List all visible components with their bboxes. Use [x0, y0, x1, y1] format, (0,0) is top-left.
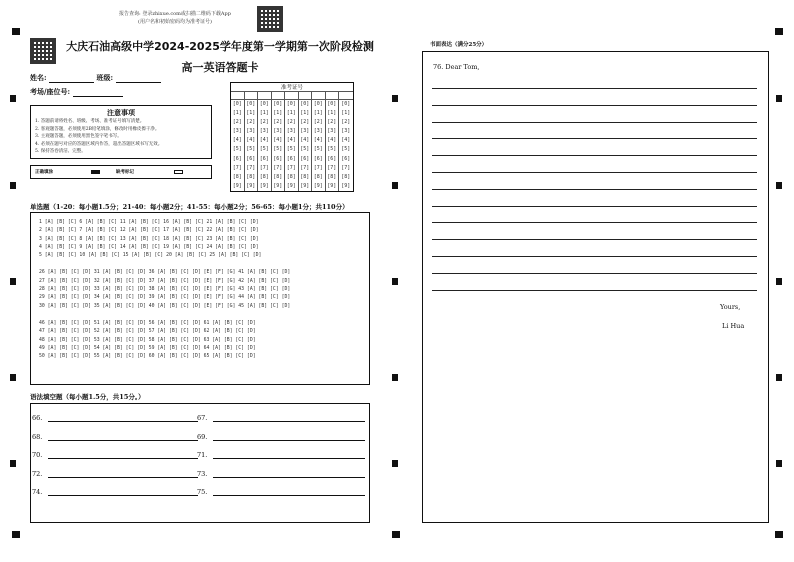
ticket-digit-write-box[interactable]: [245, 92, 258, 100]
registration-mark: [392, 531, 400, 538]
ticket-digit-bubble[interactable]: [1]: [246, 110, 256, 117]
ticket-digit-bubble[interactable]: [8]: [313, 173, 323, 180]
registration-mark: [10, 460, 16, 467]
mc-answer-row[interactable]: 4 [A] [B] [C] 9 [A] [B] [C] 14 [A] [B] [C] 19 [A] [B] [C] 24 [A] [B] [C] [D]: [39, 244, 259, 250]
registration-mark: [10, 95, 16, 102]
fill-answer-line[interactable]: [213, 488, 365, 496]
ticket-digit-bubble[interactable]: [2]: [327, 119, 337, 126]
fill-section-title: 语法填空题（每小题1.5分，共15分。）: [30, 393, 145, 401]
ticket-digit-bubble[interactable]: [7]: [341, 164, 351, 171]
ticket-digit-bubble[interactable]: [1]: [341, 110, 351, 117]
ticket-digit-bubble[interactable]: [1]: [313, 110, 323, 117]
fill-question-number: 74.: [32, 488, 43, 496]
essay-writing-line[interactable]: [432, 290, 757, 291]
legend-box: [30, 165, 212, 179]
registration-mark: [776, 95, 782, 102]
ticket-digit-bubble[interactable]: [4]: [273, 137, 283, 144]
ticket-digit-bubble[interactable]: [6]: [327, 155, 337, 162]
ticket-digit-bubble[interactable]: [8]: [327, 173, 337, 180]
mc-answer-row[interactable]: 2 [A] [B] [C] 7 [A] [B] [C] 12 [A] [B] [C] 17 [A] [B] [C] 22 [A] [B] [C] [D]: [39, 228, 259, 234]
ticket-digit-bubble[interactable]: [5]: [341, 146, 351, 153]
ticket-digit-bubble[interactable]: [2]: [341, 119, 351, 126]
registration-mark: [10, 374, 16, 381]
ticket-digit-bubble[interactable]: [4]: [313, 137, 323, 144]
ticket-digit-bubble[interactable]: [7]: [232, 164, 242, 171]
seat-label: 考场/座位号:: [30, 87, 71, 96]
ticket-digit-bubble[interactable]: [5]: [259, 146, 269, 153]
ticket-digit-bubble[interactable]: [3]: [313, 128, 323, 135]
ticket-digit-bubble[interactable]: [6]: [300, 155, 310, 162]
ticket-digit-bubble[interactable]: [9]: [286, 182, 296, 189]
name-class-row: [30, 73, 161, 83]
essay-writing-line[interactable]: [432, 155, 757, 156]
ticket-column: [339, 92, 353, 191]
ticket-digit-write-box[interactable]: [312, 92, 325, 100]
fill-answer-row: [197, 451, 365, 459]
ticket-digit-bubble[interactable]: [5]: [232, 146, 242, 153]
ticket-digit-bubble[interactable]: [3]: [300, 128, 310, 135]
ticket-digit-write-box[interactable]: [339, 92, 353, 100]
ticket-digit-bubble[interactable]: [3]: [341, 128, 351, 135]
essay-writing-line[interactable]: [432, 122, 757, 123]
ticket-column: [299, 92, 313, 191]
mc-answer-row[interactable]: 49 [A] [B] [C] [D] 54 [A] [B] [C] [D] 59 [A] [B] [C] [D] 64 [A] [B] [C] [D]: [39, 345, 256, 351]
ticket-digit-bubble[interactable]: [6]: [232, 155, 242, 162]
ticket-digit-bubble[interactable]: [5]: [246, 146, 256, 153]
ticket-digit-bubble[interactable]: [7]: [273, 164, 283, 171]
ticket-digit-bubble[interactable]: [6]: [313, 155, 323, 162]
ticket-digit-bubble[interactable]: [5]: [300, 146, 310, 153]
essay-writing-line[interactable]: [432, 138, 757, 139]
correct-fill-sample: [91, 170, 100, 174]
fill-answer-line[interactable]: [48, 488, 198, 496]
corner-mark: [775, 28, 783, 35]
ticket-digit-bubble[interactable]: [2]: [313, 119, 323, 126]
ticket-digit-bubble[interactable]: [2]: [286, 119, 296, 126]
registration-mark: [776, 460, 782, 467]
ticket-digit-bubble[interactable]: [6]: [259, 155, 269, 162]
ticket-digit-bubble[interactable]: [9]: [232, 182, 242, 189]
essay-writing-line[interactable]: [432, 172, 757, 173]
seat-field[interactable]: [73, 89, 123, 97]
missing-label: 缺考标记: [116, 170, 134, 175]
ticket-column: [245, 92, 259, 191]
registration-mark: [775, 531, 783, 538]
corner-mark: [12, 28, 20, 35]
fill-answer-row: [32, 470, 198, 478]
ticket-digit-bubble[interactable]: [8]: [246, 173, 256, 180]
mc-answer-row[interactable]: 28 [A] [B] [C] [D] 33 [A] [B] [C] [D] 38 [A] [B] [C] [D] [E] [F] [G] 43 [A] [B] [C] [D]: [39, 287, 291, 293]
mc-answer-row[interactable]: 1 [A] [B] [C] 6 [A] [B] [C] 11 [A] [B] [C] 16 [A] [B] [C] 21 [A] [B] [C] [D]: [39, 220, 259, 225]
ticket-digit-bubble[interactable]: [4]: [246, 137, 256, 144]
ticket-digit-bubble[interactable]: [9]: [273, 182, 283, 189]
ticket-digit-bubble[interactable]: [7]: [286, 164, 296, 171]
ticket-digit-bubble[interactable]: [3]: [259, 128, 269, 135]
class-label: 班级:: [96, 73, 114, 82]
ticket-digit-bubble[interactable]: [5]: [286, 146, 296, 153]
fill-answer-row: [32, 414, 198, 422]
ticket-digit-bubble[interactable]: [1]: [232, 110, 242, 117]
ticket-digit-bubble[interactable]: [0]: [286, 101, 296, 107]
essay-closing: Yours,: [720, 303, 741, 311]
name-label: 姓名:: [30, 73, 47, 82]
fill-question-number: 73.: [197, 469, 208, 478]
fill-answer-row: [197, 470, 365, 478]
ticket-digit-bubble[interactable]: [8]: [300, 173, 310, 180]
fill-answer-line[interactable]: [48, 451, 198, 459]
ticket-digit-bubble[interactable]: [2]: [246, 119, 256, 126]
ticket-number-grid: [230, 82, 354, 192]
notice-list: [35, 118, 207, 156]
ticket-digit-bubble[interactable]: [6]: [341, 155, 351, 162]
ticket-digit-bubble[interactable]: [6]: [246, 155, 256, 162]
title-line2: 高一英语答题卡: [181, 61, 259, 74]
fill-answer-line[interactable]: [48, 414, 198, 422]
fill-question-number: 67.: [197, 414, 208, 422]
ticket-digit-bubble[interactable]: [9]: [300, 182, 310, 189]
essay-writing-line[interactable]: [432, 88, 757, 89]
registration-mark: [776, 182, 782, 189]
ticket-digit-bubble[interactable]: [9]: [341, 182, 351, 189]
ticket-digit-bubble[interactable]: [3]: [286, 128, 296, 135]
fill-question-number: 71.: [197, 451, 208, 459]
registration-mark: [392, 95, 398, 102]
ticket-digit-bubble[interactable]: [9]: [313, 182, 323, 189]
ticket-digit-bubble[interactable]: [0]: [246, 101, 256, 107]
mc-answer-box: [30, 212, 370, 385]
ticket-digit-bubble[interactable]: [0]: [259, 101, 269, 107]
ticket-digit-bubble[interactable]: [6]: [286, 155, 296, 162]
ticket-digit-bubble[interactable]: [4]: [232, 137, 242, 144]
ticket-digit-bubble[interactable]: [7]: [313, 164, 323, 171]
ticket-digit-write-box[interactable]: [231, 92, 244, 100]
fill-question-number: 66.: [32, 414, 43, 422]
missing-checkbox[interactable]: [174, 170, 183, 174]
name-field[interactable]: [49, 75, 94, 83]
ticket-digit-bubble[interactable]: [0]: [300, 101, 310, 107]
fill-answer-row: [197, 433, 365, 441]
ticket-digit-bubble[interactable]: [7]: [246, 164, 256, 171]
ticket-column: [258, 92, 272, 191]
ticket-column: [285, 92, 299, 191]
essay-writing-line[interactable]: [432, 105, 757, 106]
ticket-digit-write-box[interactable]: [326, 92, 339, 100]
ticket-digit-bubble[interactable]: [7]: [327, 164, 337, 171]
fill-answer-row: [197, 414, 365, 422]
ticket-digit-write-box[interactable]: [299, 92, 312, 100]
registration-mark: [10, 278, 16, 285]
ticket-digit-bubble[interactable]: [9]: [327, 182, 337, 189]
ticket-digit-bubble[interactable]: [2]: [259, 119, 269, 126]
ticket-digit-bubble[interactable]: [3]: [246, 128, 256, 135]
ticket-digit-write-box[interactable]: [285, 92, 298, 100]
ticket-digit-write-box[interactable]: [258, 92, 271, 100]
mc-section-title: 单选题（1-20：每小题1.5分；21-40：每小题2分；41-55：每小题2分；56-65：每小题1分；共110分）: [30, 203, 349, 211]
ticket-column: [326, 92, 340, 191]
correct-fill-label: 正确填涂: [35, 170, 53, 175]
fill-answer-line[interactable]: [48, 470, 198, 478]
ticket-digit-bubble[interactable]: [5]: [273, 146, 283, 153]
ticket-digit-bubble[interactable]: [4]: [259, 137, 269, 144]
seat-row: [30, 87, 123, 97]
ticket-digit-bubble[interactable]: [8]: [273, 173, 283, 180]
ticket-digit-bubble[interactable]: [0]: [273, 101, 283, 107]
ticket-digit-bubble[interactable]: [3]: [327, 128, 337, 135]
fill-answer-line[interactable]: [48, 433, 198, 441]
registration-mark: [392, 278, 398, 285]
ticket-digit-bubble[interactable]: [1]: [300, 110, 310, 117]
ticket-digit-bubble[interactable]: [9]: [259, 182, 269, 189]
ticket-digit-bubble[interactable]: [7]: [259, 164, 269, 171]
notice-box: [30, 105, 212, 159]
registration-mark: [392, 182, 398, 189]
fill-answer-line[interactable]: [213, 451, 365, 459]
registration-mark: [12, 531, 20, 538]
ticket-digit-bubble[interactable]: [5]: [313, 146, 323, 153]
mc-answer-row[interactable]: 26 [A] [B] [C] [D] 31 [A] [B] [C] [D] 36 [A] [B] [C] [D] [E] [F] [G] 41 [A] [B] [C] [D]: [39, 270, 291, 276]
notice-item: 5. 保持答卷清洁、完整。: [35, 149, 86, 154]
ticket-digit-bubble[interactable]: [1]: [273, 110, 283, 117]
fill-answer-line[interactable]: [213, 414, 365, 422]
ticket-digit-bubble[interactable]: [4]: [327, 137, 337, 144]
mc-answer-row[interactable]: 29 [A] [B] [C] [D] 34 [A] [B] [C] [D] 39 [A] [B] [C] [D] [E] [F] [G] 44 [A] [B] [C] [D]: [39, 295, 291, 301]
fill-question-number: 70.: [32, 451, 43, 459]
page-title: [60, 38, 380, 75]
ticket-digit-bubble[interactable]: [8]: [341, 173, 351, 180]
notice-title: 注意事项: [107, 108, 135, 117]
notice-item: 4. 必须在题号对应的答题区域内作答，超出答题区域书写无效。: [35, 141, 163, 147]
mc-answer-row[interactable]: 5 [A] [B] [C] 10 [A] [B] [C] 15 [A] [B] [C] 20 [A] [B] [C] 25 [A] [B] [C] [D]: [39, 253, 262, 259]
class-field[interactable]: [116, 75, 161, 83]
ticket-digit-bubble[interactable]: [1]: [327, 110, 337, 117]
fill-question-number: 69.: [197, 432, 208, 441]
registration-mark: [776, 374, 782, 381]
mc-answer-row[interactable]: 27 [A] [B] [C] [D] 32 [A] [B] [C] [D] 37 [A] [B] [C] [D] [E] [F] [G] 42 [A] [B] [C] [D]: [39, 278, 291, 284]
mc-block-1: [39, 219, 361, 260]
essay-writing-line[interactable]: [432, 273, 757, 274]
qr-code-icon: [257, 6, 283, 32]
mc-answer-row[interactable]: 3 [A] [B] [C] 8 [A] [B] [C] 13 [A] [B] [C] 18 [A] [B] [C] 23 [A] [B] [C] [D]: [39, 236, 259, 242]
fill-question-number: 68.: [32, 432, 43, 441]
essay-writing-line[interactable]: [432, 189, 757, 190]
fill-question-number: 72.: [32, 469, 43, 478]
registration-mark: [776, 278, 782, 285]
ticket-digit-bubble[interactable]: [2]: [273, 119, 283, 126]
essay-title: 书面表达（满分25分）: [430, 42, 488, 48]
notice-item: 3. 主观题答题，必须使用黑色签字笔书写。: [35, 134, 122, 139]
notice-item: 1. 答题前请将姓名、班级、考场、准考证号填写清楚。: [35, 119, 145, 124]
ticket-digit-bubble[interactable]: [6]: [273, 155, 283, 162]
ticket-digit-bubble[interactable]: [4]: [300, 137, 310, 144]
ticket-digit-bubble[interactable]: [0]: [232, 101, 242, 107]
essay-greeting: 76. Dear Tom,: [433, 63, 480, 71]
ticket-digit-bubble[interactable]: [2]: [232, 119, 242, 126]
mc-block-3: [39, 320, 361, 361]
mc-answer-row[interactable]: 47 [A] [B] [C] [D] 52 [A] [B] [C] [D] 57 [A] [B] [C] [D] 62 [A] [B] [C] [D]: [39, 329, 256, 335]
essay-writing-line[interactable]: [432, 222, 757, 223]
report-note-line2: (用户名和初始密码均为准考证号): [138, 19, 212, 25]
ticket-digit-write-box[interactable]: [272, 92, 285, 100]
mc-answer-row[interactable]: 46 [A] [B] [C] [D] 51 [A] [B] [C] [D] 56 [A] [B] [C] [D] 61 [A] [B] [C] [D]: [39, 320, 256, 326]
ticket-digit-bubble[interactable]: [4]: [341, 137, 351, 144]
ticket-digit-bubble[interactable]: [9]: [246, 182, 256, 189]
notice-item: 2. 客观题答题，必须使用2B铅笔填涂，修改时用橡皮擦干净。: [35, 126, 160, 132]
report-note-line1: 报告查询: 登录zhixue.com或扫描二维码下载App: [119, 11, 231, 17]
report-note: [100, 10, 250, 26]
ticket-column: [272, 92, 286, 191]
title-line1: 大庆石油高级中学2024-2025学年度第一学期第一次阶段检测: [66, 40, 374, 53]
ticket-digit-bubble[interactable]: [8]: [286, 173, 296, 180]
fill-answer-row: [32, 451, 198, 459]
ticket-column: [312, 92, 326, 191]
ticket-column: [231, 92, 245, 191]
essay-writing-line[interactable]: [432, 206, 757, 207]
mc-answer-row[interactable]: 30 [A] [B] [C] [D] 35 [A] [B] [C] [D] 40 [A] [B] [C] [D] [E] [F] [G] 45 [A] [B] [C] [D]: [39, 303, 291, 309]
ticket-digit-bubble[interactable]: [0]: [341, 101, 351, 107]
ticket-digit-bubble[interactable]: [4]: [286, 137, 296, 144]
qr-code-icon: [30, 38, 56, 64]
ticket-digit-bubble[interactable]: [0]: [313, 101, 323, 107]
fill-answer-row: [197, 488, 365, 496]
ticket-digit-bubble[interactable]: [7]: [300, 164, 310, 171]
ticket-digit-bubble[interactable]: [8]: [259, 173, 269, 180]
registration-mark: [392, 460, 398, 467]
ticket-title: 准考证号: [231, 83, 353, 92]
mc-answer-row[interactable]: 48 [A] [B] [C] [D] 53 [A] [B] [C] [D] 58 [A] [B] [C] [D] 63 [A] [B] [C] [D]: [39, 337, 256, 343]
fill-answer-line[interactable]: [213, 470, 365, 478]
fill-question-number: 75.: [197, 488, 208, 496]
essay-writing-line[interactable]: [432, 256, 757, 257]
fill-answer-row: [32, 488, 198, 496]
registration-mark: [392, 374, 398, 381]
ticket-digit-bubble[interactable]: [5]: [327, 146, 337, 153]
fill-answer-row: [32, 433, 198, 441]
mc-answer-row[interactable]: 50 [A] [B] [C] [D] 55 [A] [B] [C] [D] 60 [A] [B] [C] [D] 65 [A] [B] [C] [D]: [39, 354, 256, 360]
fill-answer-line[interactable]: [213, 433, 365, 441]
ticket-digit-bubble[interactable]: [1]: [286, 110, 296, 117]
ticket-columns: [231, 92, 353, 191]
ticket-digit-bubble[interactable]: [3]: [273, 128, 283, 135]
ticket-digit-bubble[interactable]: [3]: [232, 128, 242, 135]
ticket-digit-bubble[interactable]: [2]: [300, 119, 310, 126]
ticket-digit-bubble[interactable]: [0]: [327, 101, 337, 107]
mc-block-2: [39, 269, 361, 310]
essay-signature: Li Hua: [722, 322, 745, 330]
ticket-digit-bubble[interactable]: [1]: [259, 110, 269, 117]
registration-mark: [10, 182, 16, 189]
essay-writing-line[interactable]: [432, 239, 757, 240]
ticket-digit-bubble[interactable]: [8]: [232, 173, 242, 180]
